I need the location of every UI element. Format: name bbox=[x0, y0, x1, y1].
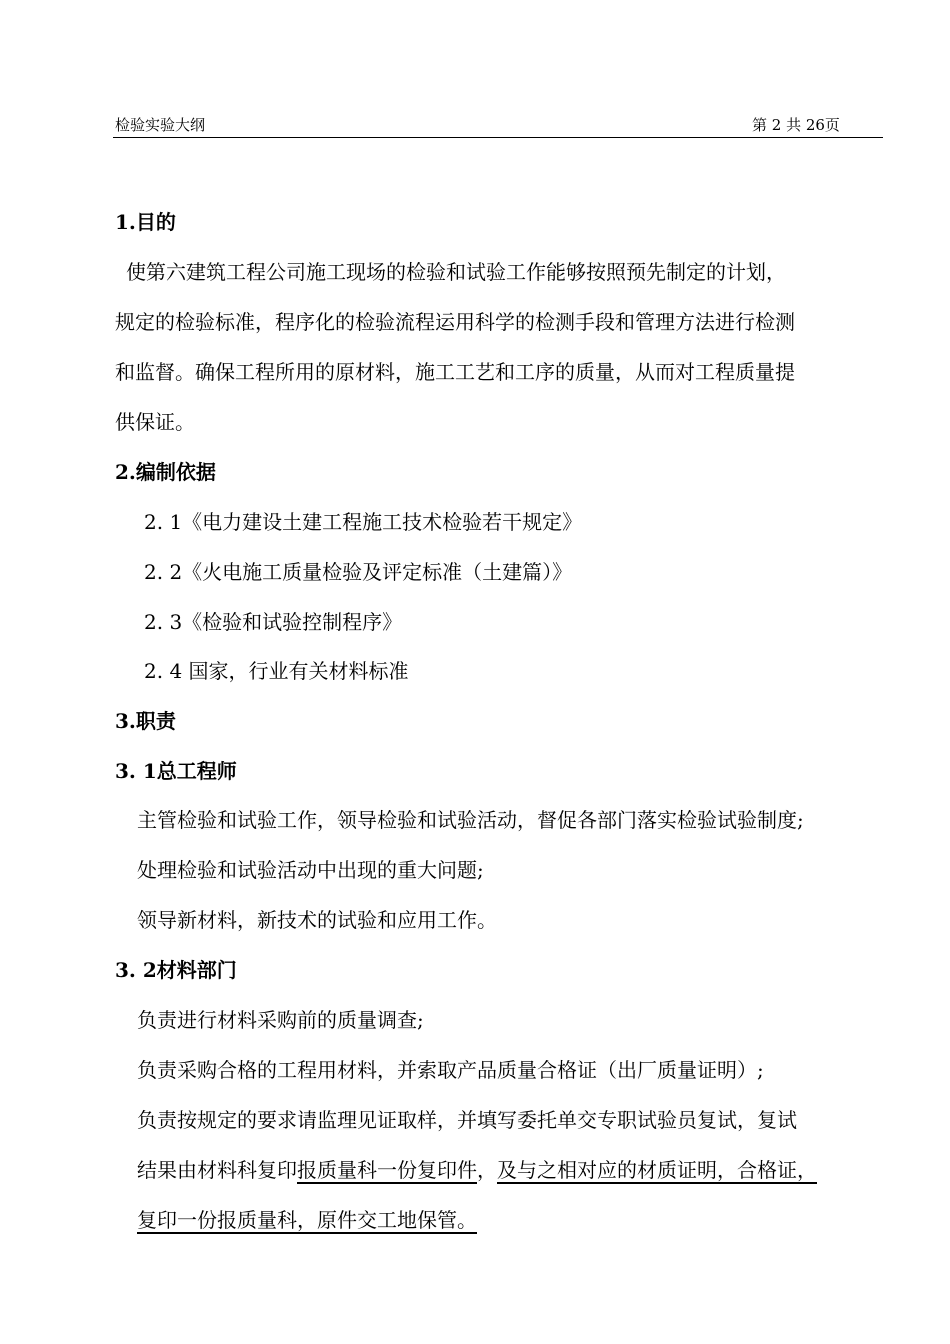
underlined-text: 复印一份报质量科，原件交工地保管。 bbox=[137, 1208, 477, 1232]
section-1-paragraph-line: 规定的检验标准，程序化的检验流程运用科学的检测手段和管理方法进行检测 bbox=[115, 310, 795, 334]
duty-line bbox=[137, 1208, 477, 1232]
section-1-heading: 1.目的 bbox=[115, 210, 176, 234]
duty-line: 负责采购合格的工程用材料，并索取产品质量合格证（出厂质量证明）; bbox=[137, 1058, 764, 1082]
subsection-3-2-heading: 3. 2材料部门 bbox=[115, 958, 237, 982]
duty-line: 处理检验和试验活动中出现的重大问题; bbox=[137, 858, 484, 882]
underlined-text: 及与之相对应的材质证明，合格证， bbox=[497, 1158, 817, 1182]
duty-line bbox=[137, 1158, 817, 1182]
header-divider bbox=[113, 137, 883, 138]
section-1-paragraph-line: 使第六建筑工程公司施工现场的检验和试验工作能够按照预先制定的计划， bbox=[126, 260, 786, 284]
section-3-heading: 3.职责 bbox=[115, 709, 176, 733]
duty-line: 负责按规定的要求请监理见证取样，并填写委托单交专职试验员复试，复试 bbox=[137, 1108, 797, 1132]
duty-line-plain-text: 结果由材料科复印 bbox=[137, 1158, 297, 1182]
page-header-title: 检验实验大纲 bbox=[115, 116, 206, 134]
reference-item: 2. 4 国家，行业有关材料标准 bbox=[144, 659, 409, 683]
subsection-3-1-heading: 3. 1总工程师 bbox=[115, 759, 237, 783]
page-number: 第 2 共 26页 bbox=[752, 116, 840, 134]
duty-line: 负责进行材料采购前的质量调查; bbox=[137, 1008, 424, 1032]
reference-item: 2. 3《检验和试验控制程序》 bbox=[144, 610, 403, 634]
section-1-paragraph-line: 供保证。 bbox=[115, 410, 195, 434]
reference-item: 2. 1《电力建设土建工程施工技术检验若干规定》 bbox=[144, 510, 583, 534]
separator-comma: ， bbox=[477, 1158, 497, 1182]
section-1-paragraph-line: 和监督。确保工程所用的原材料，施工工艺和工序的质量，从而对工程质量提 bbox=[115, 360, 795, 384]
duty-line: 领导新材料，新技术的试验和应用工作。 bbox=[137, 908, 497, 932]
underlined-text: 报质量科一份复印件 bbox=[297, 1158, 477, 1182]
duty-line: 主管检验和试验工作，领导检验和试验活动，督促各部门落实检验试验制度; bbox=[137, 808, 804, 832]
section-2-heading: 2.编制依据 bbox=[115, 460, 216, 484]
reference-item: 2. 2《火电施工质量检验及评定标准（土建篇）》 bbox=[144, 560, 573, 584]
